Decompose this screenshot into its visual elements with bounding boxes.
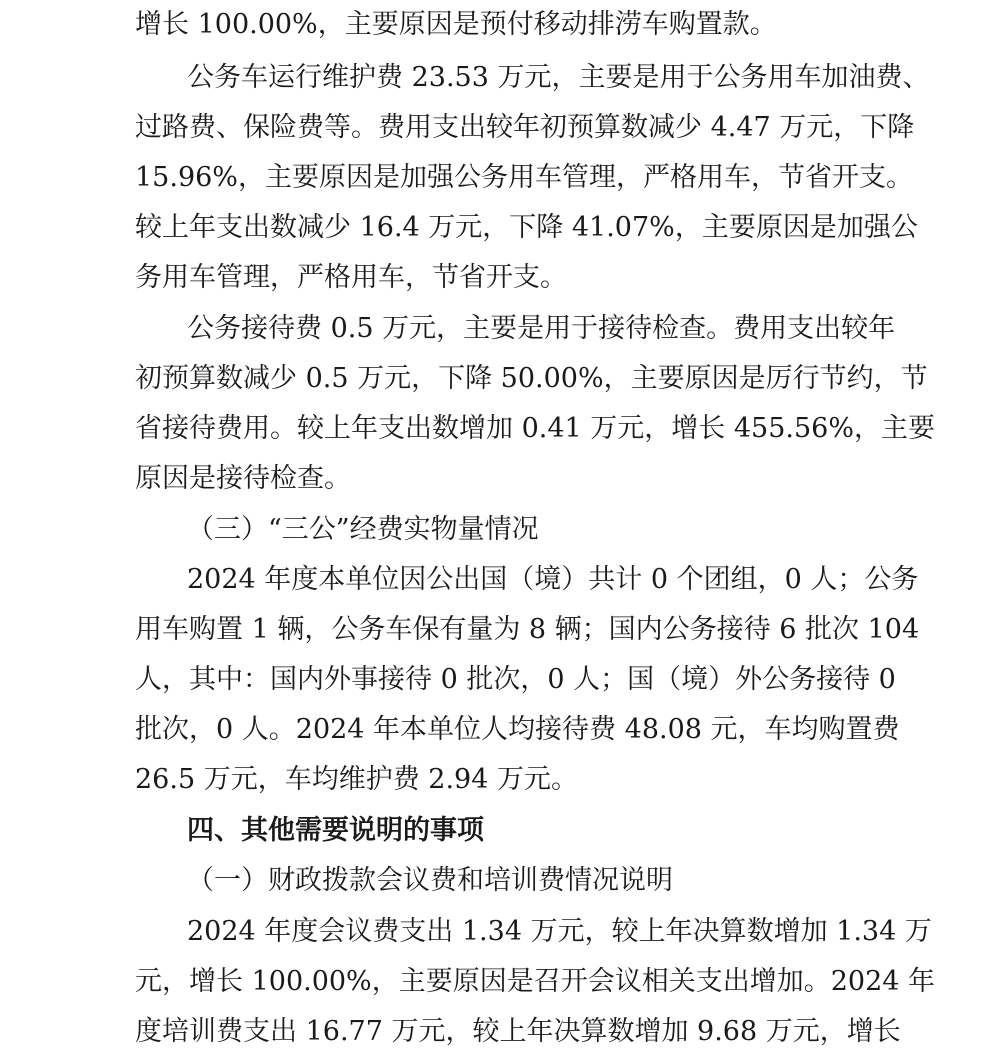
paragraph-line: 过路费、保险费等。费用支出较年初预算数减少 4.47 万元，下降 bbox=[135, 112, 915, 143]
paragraph-line: 较上年支出数减少 16.4 万元，下降 41.07%，主要原因是加强公 bbox=[135, 212, 918, 243]
paragraph-line: 人，其中：国内外事接待 0 批次，0 人；国（境）外公务接待 0 bbox=[135, 664, 896, 695]
paragraph-line: 务用车管理，严格用车，节省开支。 bbox=[135, 262, 567, 293]
chapter-heading: 四、其他需要说明的事项 bbox=[187, 815, 484, 846]
paragraph-line: 省接待费用。较上年支出数增加 0.41 万元，增长 455.56%，主要 bbox=[135, 413, 935, 444]
paragraph-line: 2024 年度本单位因公出国（境）共计 0 个团组，0 人；公务 bbox=[187, 564, 919, 595]
paragraph-line: 2024 年度会议费支出 1.34 万元，较上年决算数增加 1.34 万 bbox=[187, 916, 932, 947]
paragraph-line: 公务接待费 0.5 万元，主要是用于接待检查。费用支出较年 bbox=[187, 313, 896, 344]
section-heading: （三）“三公”经费实物量情况 bbox=[187, 514, 539, 545]
section-heading: （一）财政拨款会议费和培训费情况说明 bbox=[187, 865, 673, 896]
paragraph-line: 公务车运行维护费 23.53 万元，主要是用于公务用车加油费、 bbox=[187, 62, 930, 93]
paragraph-line: 批次，0 人。2024 年本单位人均接待费 48.08 元，车均购置费 bbox=[135, 714, 900, 745]
paragraph-line: 度培训费支出 16.77 万元，较上年决算数增加 9.68 万元，增长 bbox=[135, 1016, 901, 1047]
paragraph-line: 原因是接待检查。 bbox=[135, 463, 351, 494]
paragraph-line: 初预算数减少 0.5 万元，下降 50.00%，主要原因是厉行节约，节 bbox=[135, 363, 928, 394]
paragraph-line: 26.5 万元，车均维护费 2.94 万元。 bbox=[135, 764, 578, 795]
paragraph-line: 用车购置 1 辆，公务车保有量为 8 辆；国内公务接待 6 批次 104 bbox=[135, 614, 920, 645]
paragraph-line: 元，增长 100.00%，主要原因是召开会议相关支出增加。2024 年 bbox=[135, 966, 936, 997]
paragraph-line: 增长 100.00%，主要原因是预付移动排涝车购置款。 bbox=[135, 9, 777, 40]
paragraph-line: 15.96%，主要原因是加强公务用车管理，严格用车，节省开支。 bbox=[135, 162, 913, 193]
